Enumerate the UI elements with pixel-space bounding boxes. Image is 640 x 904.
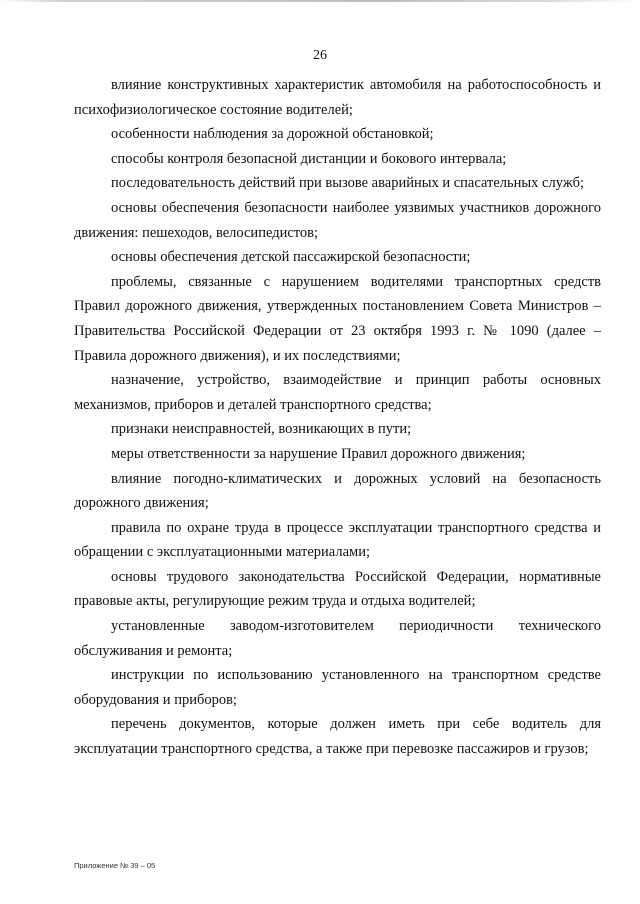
paragraph: инструкции по использованию установленного на транспортном средстве оборудования и приборов;	[74, 667, 601, 708]
page-number: 26	[313, 48, 327, 63]
paragraph: меры ответственности за нарушение Правил дорожного движения;	[111, 445, 526, 462]
paragraph: проблемы, связанные с нарушением водителями транспортных средств Правил дорожного движения, утвержденных постановлением Совета Министров – Правительства Российской Федерации от 23 октября 1993 г. № 1090 (далее – Правила дорожного движения), и их последствиями;	[74, 273, 601, 364]
paragraph: способы контроля безопасной дистанции и бокового интервала;	[111, 150, 507, 167]
paragraph: основы обеспечения детской пассажирской безопасности;	[111, 249, 471, 266]
scan-edge-line	[0, 0, 640, 2]
footer-note: Приложение № 39 – 05	[74, 861, 156, 870]
paragraph: особенности наблюдения за дорожной обстановкой;	[111, 126, 434, 143]
paragraph: перечень документов, которые должен иметь при себе водитель для эксплуатации транспортного средства, а также при перевозке пассажиров и грузов;	[74, 716, 601, 758]
paragraph: основы трудового законодательства Российской Федерации, нормативные правовые акты, регулирующие режим труда и отдыха водителей;	[74, 568, 601, 610]
paragraph: влияние погодно-климатических и дорожных условий на безопасность дорожного движения;	[74, 470, 601, 512]
paragraph: влияние конструктивных характеристик автомобиля на работоспособность и психофизиологическое состояние водителей;	[74, 77, 601, 118]
paragraph: установленные заводом-изготовителем периодичности технического обслуживания и ремонта;	[74, 618, 601, 659]
paragraph: правила по охране труда в процессе эксплуатации транспортного средства и обращении с эксплуатационными материалами;	[74, 519, 601, 561]
paragraph: назначение, устройство, взаимодействие и принцип работы основных механизмов, приборов и деталей транспортного средства;	[74, 372, 601, 413]
document-body	[74, 73, 601, 762]
paragraph: признаки неисправностей, возникающих в пути;	[111, 421, 412, 438]
paragraph: последовательность действий при вызове аварийных и спасательных служб;	[111, 175, 584, 192]
paragraph: основы обеспечения безопасности наиболее уязвимых участников дорожного движения: пешеходов, велосипедистов;	[74, 199, 601, 241]
